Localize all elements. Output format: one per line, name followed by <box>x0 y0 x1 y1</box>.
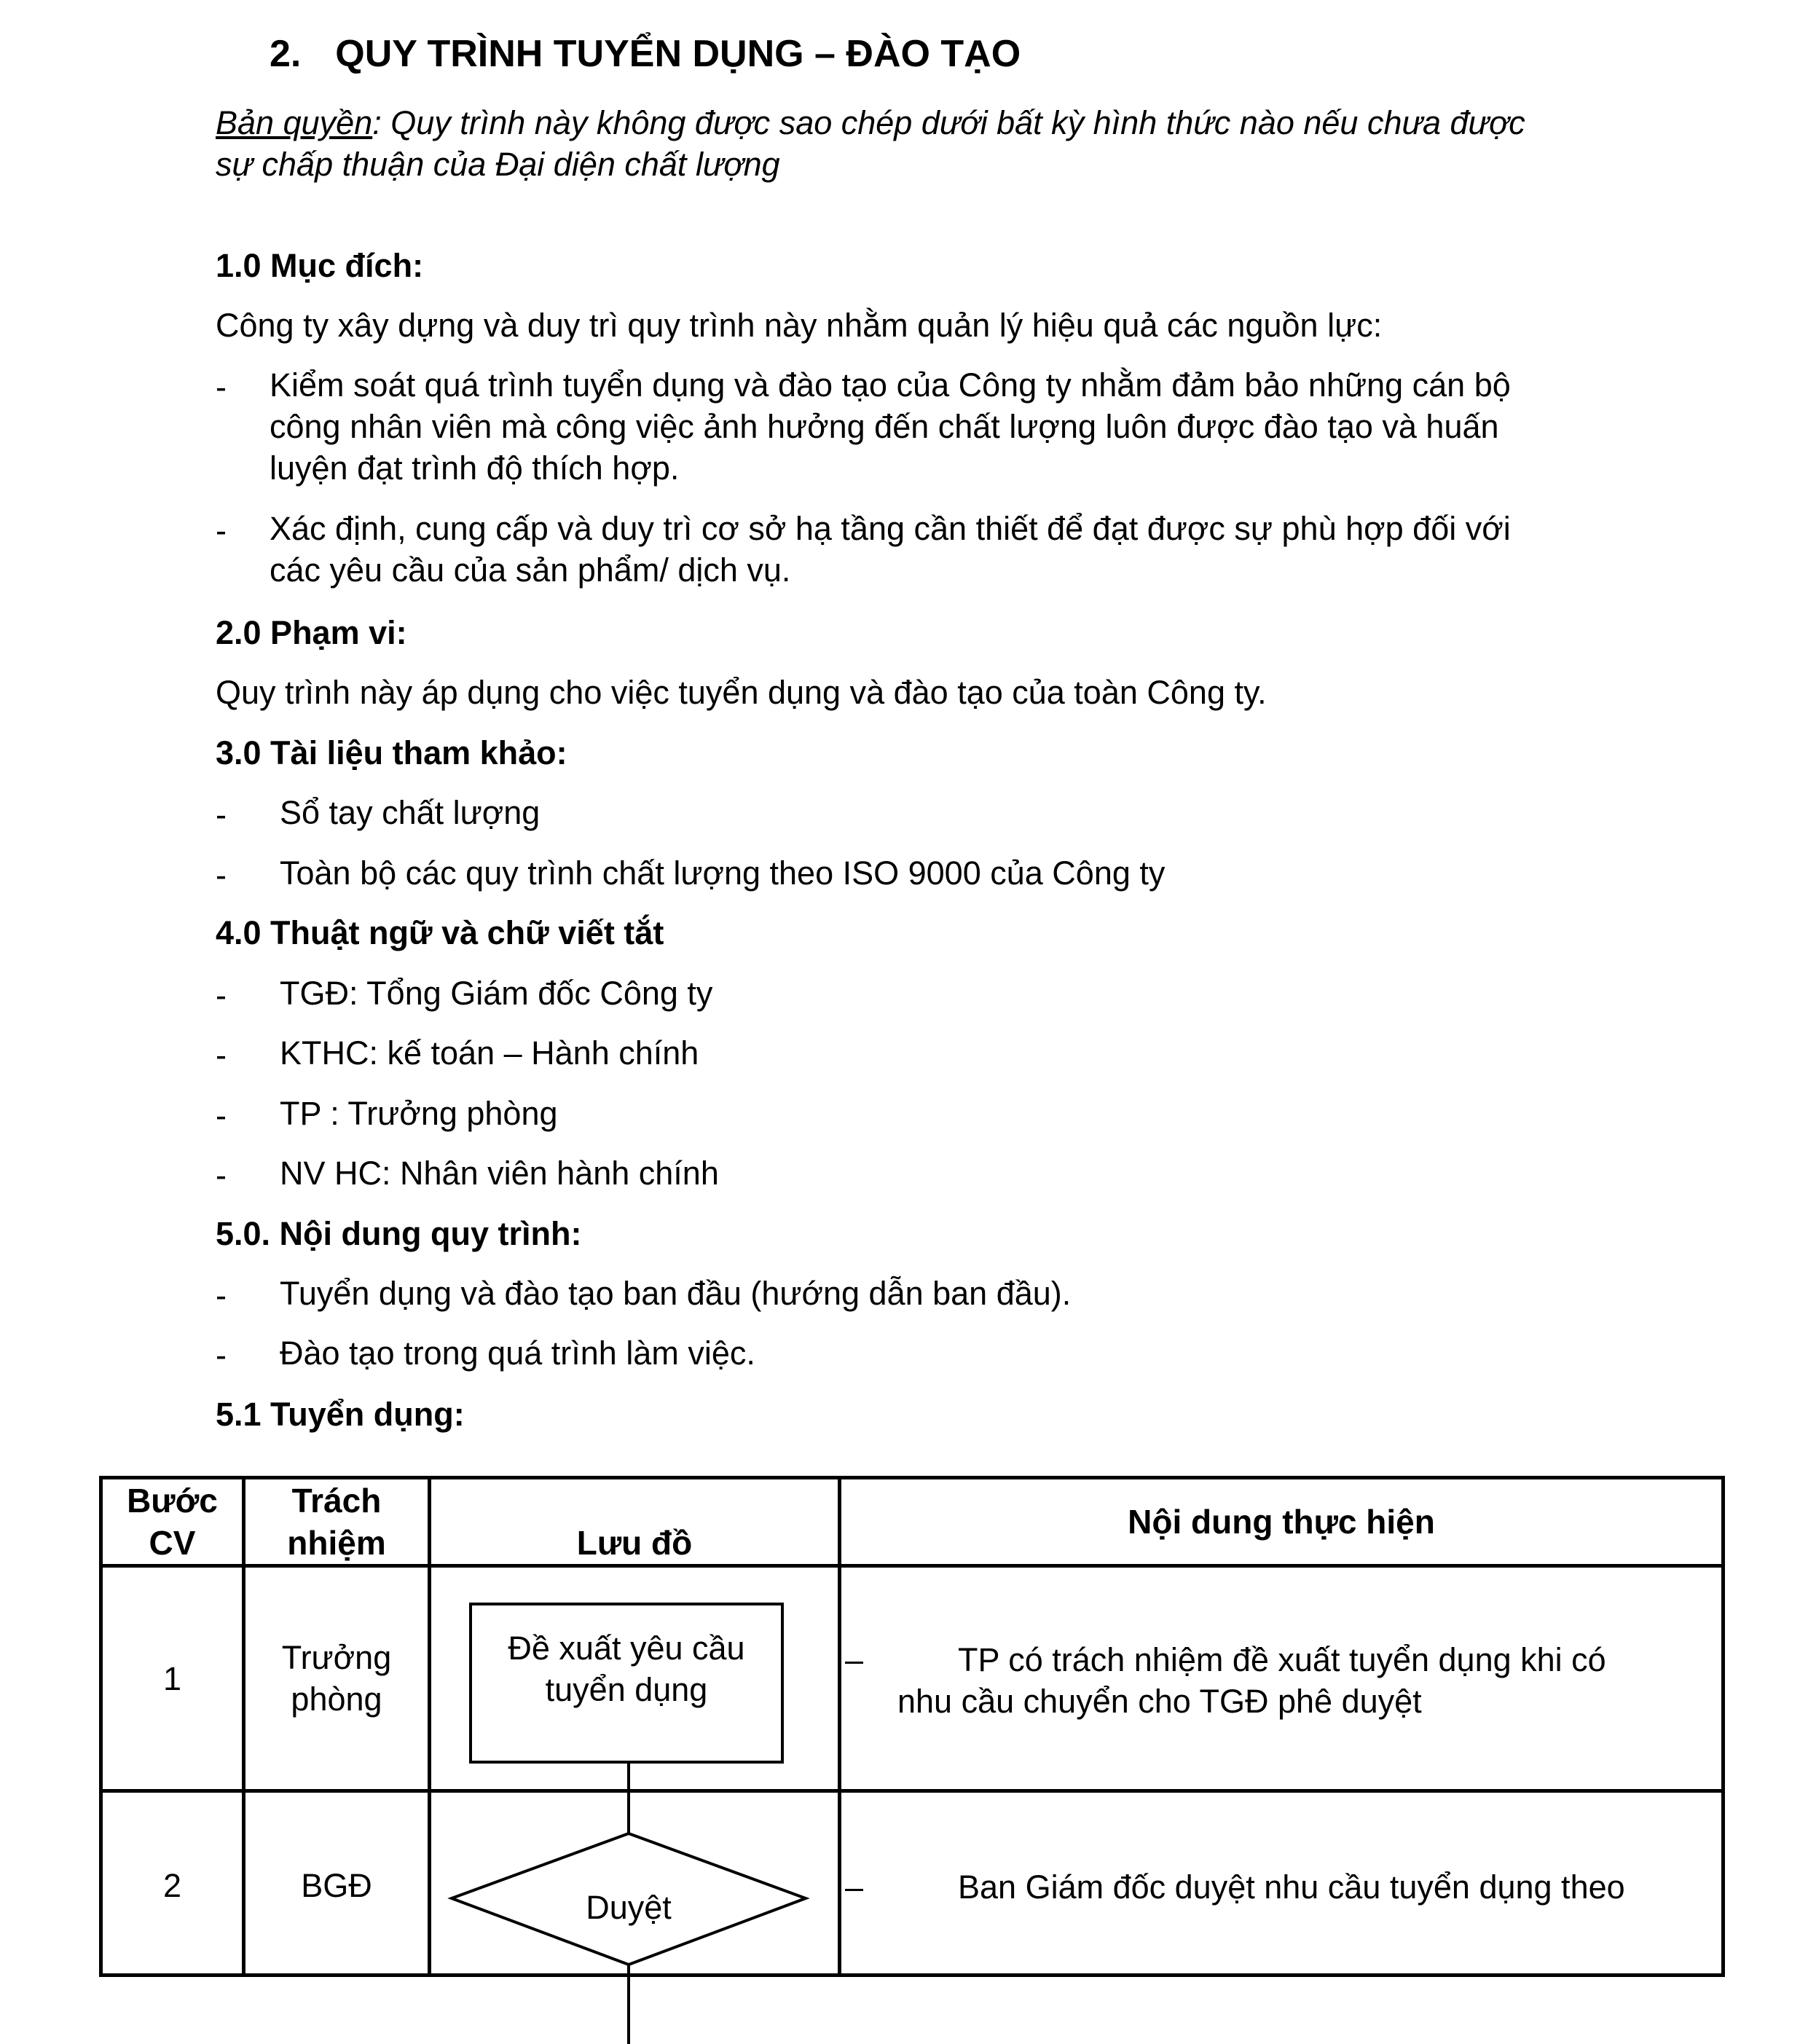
row-2-content-marker: – <box>845 1868 864 1906</box>
section-3-item-1: Sổ tay chất lượng <box>280 794 541 831</box>
section-1-heading: 1.0 Mục đích: <box>216 247 424 284</box>
bullet-dash: - <box>216 1277 227 1314</box>
header-flowchart: Lưu đồ <box>576 1524 693 1562</box>
row-1-resp-line-2: phòng <box>291 1681 382 1718</box>
section-4-item-1: TGĐ: Tổng Giám đốc Công ty <box>280 975 713 1012</box>
section-1-bullet-1-line-2: công nhân viên mà công việc ảnh hưởng đến chất lượng luôn được đào tạo và huấn <box>270 408 1499 445</box>
row-2-step: 2 <box>162 1867 182 1904</box>
bullet-dash: - <box>216 857 227 894</box>
row-1-content-line-1: TP có trách nhiệm đề xuất tuyển dụng khi có <box>958 1641 1606 1678</box>
section-2-heading: 2.0 Phạm vi: <box>216 614 407 651</box>
bullet-dash: - <box>216 1097 227 1134</box>
header-content: Nội dung thực hiện <box>1128 1503 1435 1541</box>
header-step-line-2: CV <box>149 1524 196 1562</box>
section-4-item-3: TP : Trưởng phòng <box>280 1095 558 1132</box>
section-5-heading: 5.0. Nội dung quy trình: <box>216 1215 582 1252</box>
section-4-item-4: NV HC: Nhân viên hành chính <box>280 1155 719 1192</box>
copyright-text-1: : Quy trình này không được sao chép dưới bất kỳ hình thức nào nếu chưa được <box>372 104 1525 141</box>
section-3-heading: 3.0 Tài liệu tham khảo: <box>216 734 567 771</box>
section-1-intro: Công ty xây dựng và duy trì quy trình này nhằm quản lý hiệu quả các nguồn lực: <box>216 307 1383 344</box>
copyright-label: Bản quyền <box>216 104 373 141</box>
header-resp-line-1: Trách <box>291 1482 382 1520</box>
section-1-bullet-2-line-2: các yêu cầu của sản phẩm/ dịch vụ. <box>270 551 791 589</box>
flow-box-line-2: tuyển dụng <box>545 1670 708 1708</box>
title-number: 2. <box>270 33 302 75</box>
flow-box-line-1: Đề xuất yêu cầu <box>508 1629 745 1667</box>
section-5-1-heading: 5.1 Tuyển dụng: <box>216 1396 465 1433</box>
row-2-responsibility: BGĐ <box>301 1867 372 1904</box>
header-step-line-1: Bước <box>127 1482 218 1520</box>
section-2-text: Quy trình này áp dụng cho việc tuyển dụng và đào tạo của toàn Công ty. <box>216 674 1267 711</box>
bullet-dash: - <box>216 1337 227 1374</box>
bullet-dash: - <box>216 1157 227 1194</box>
section-5-item-2: Đào tạo trong quá trình làm việc. <box>280 1335 755 1372</box>
row-2-content-line-1: Ban Giám đốc duyệt nhu cầu tuyển dụng theo <box>958 1868 1625 1906</box>
section-4-heading: 4.0 Thuật ngữ và chữ viết tắt <box>216 914 664 951</box>
section-1-bullet-1-line-1: Kiểm soát quá trình tuyển dụng và đào tạo của Công ty nhằm đảm bảo những cán bộ <box>270 366 1511 404</box>
bullet-dash: - <box>216 512 227 549</box>
row-1-content-marker: – <box>845 1641 864 1678</box>
bullet-dash: - <box>216 1037 227 1074</box>
title-text: QUY TRÌNH TUYỂN DỤNG – ĐÀO TẠO <box>335 33 1021 75</box>
header-resp-line-2: nhiệm <box>287 1524 386 1562</box>
row-1-resp-line-1: Trưởng <box>281 1639 392 1676</box>
bullet-dash: - <box>216 977 227 1014</box>
bullet-dash: - <box>216 796 227 833</box>
bullet-dash: - <box>216 369 227 406</box>
section-5-item-1: Tuyển dụng và đào tạo ban đầu (hướng dẫn ban đầu). <box>280 1275 1072 1312</box>
row-1-step: 1 <box>162 1660 182 1697</box>
flow-decision-label: Duyệt <box>586 1889 672 1926</box>
row-1-content-line-2: nhu cầu chuyển cho TGĐ phê duyệt <box>897 1683 1422 1720</box>
section-1-bullet-1-line-3: luyện đạt trình độ thích hợp. <box>270 449 680 487</box>
section-3-item-2: Toàn bộ các quy trình chất lượng theo ISO 9000 của Công ty <box>280 854 1166 892</box>
copyright-line-2: sự chấp thuận của Đại diện chất lượng <box>216 146 780 183</box>
section-1-bullet-2-line-1: Xác định, cung cấp và duy trì cơ sở hạ tầng cần thiết để đạt được sự phù hợp đối với <box>270 510 1511 547</box>
section-4-item-2: KTHC: kế toán – Hành chính <box>280 1034 699 1072</box>
